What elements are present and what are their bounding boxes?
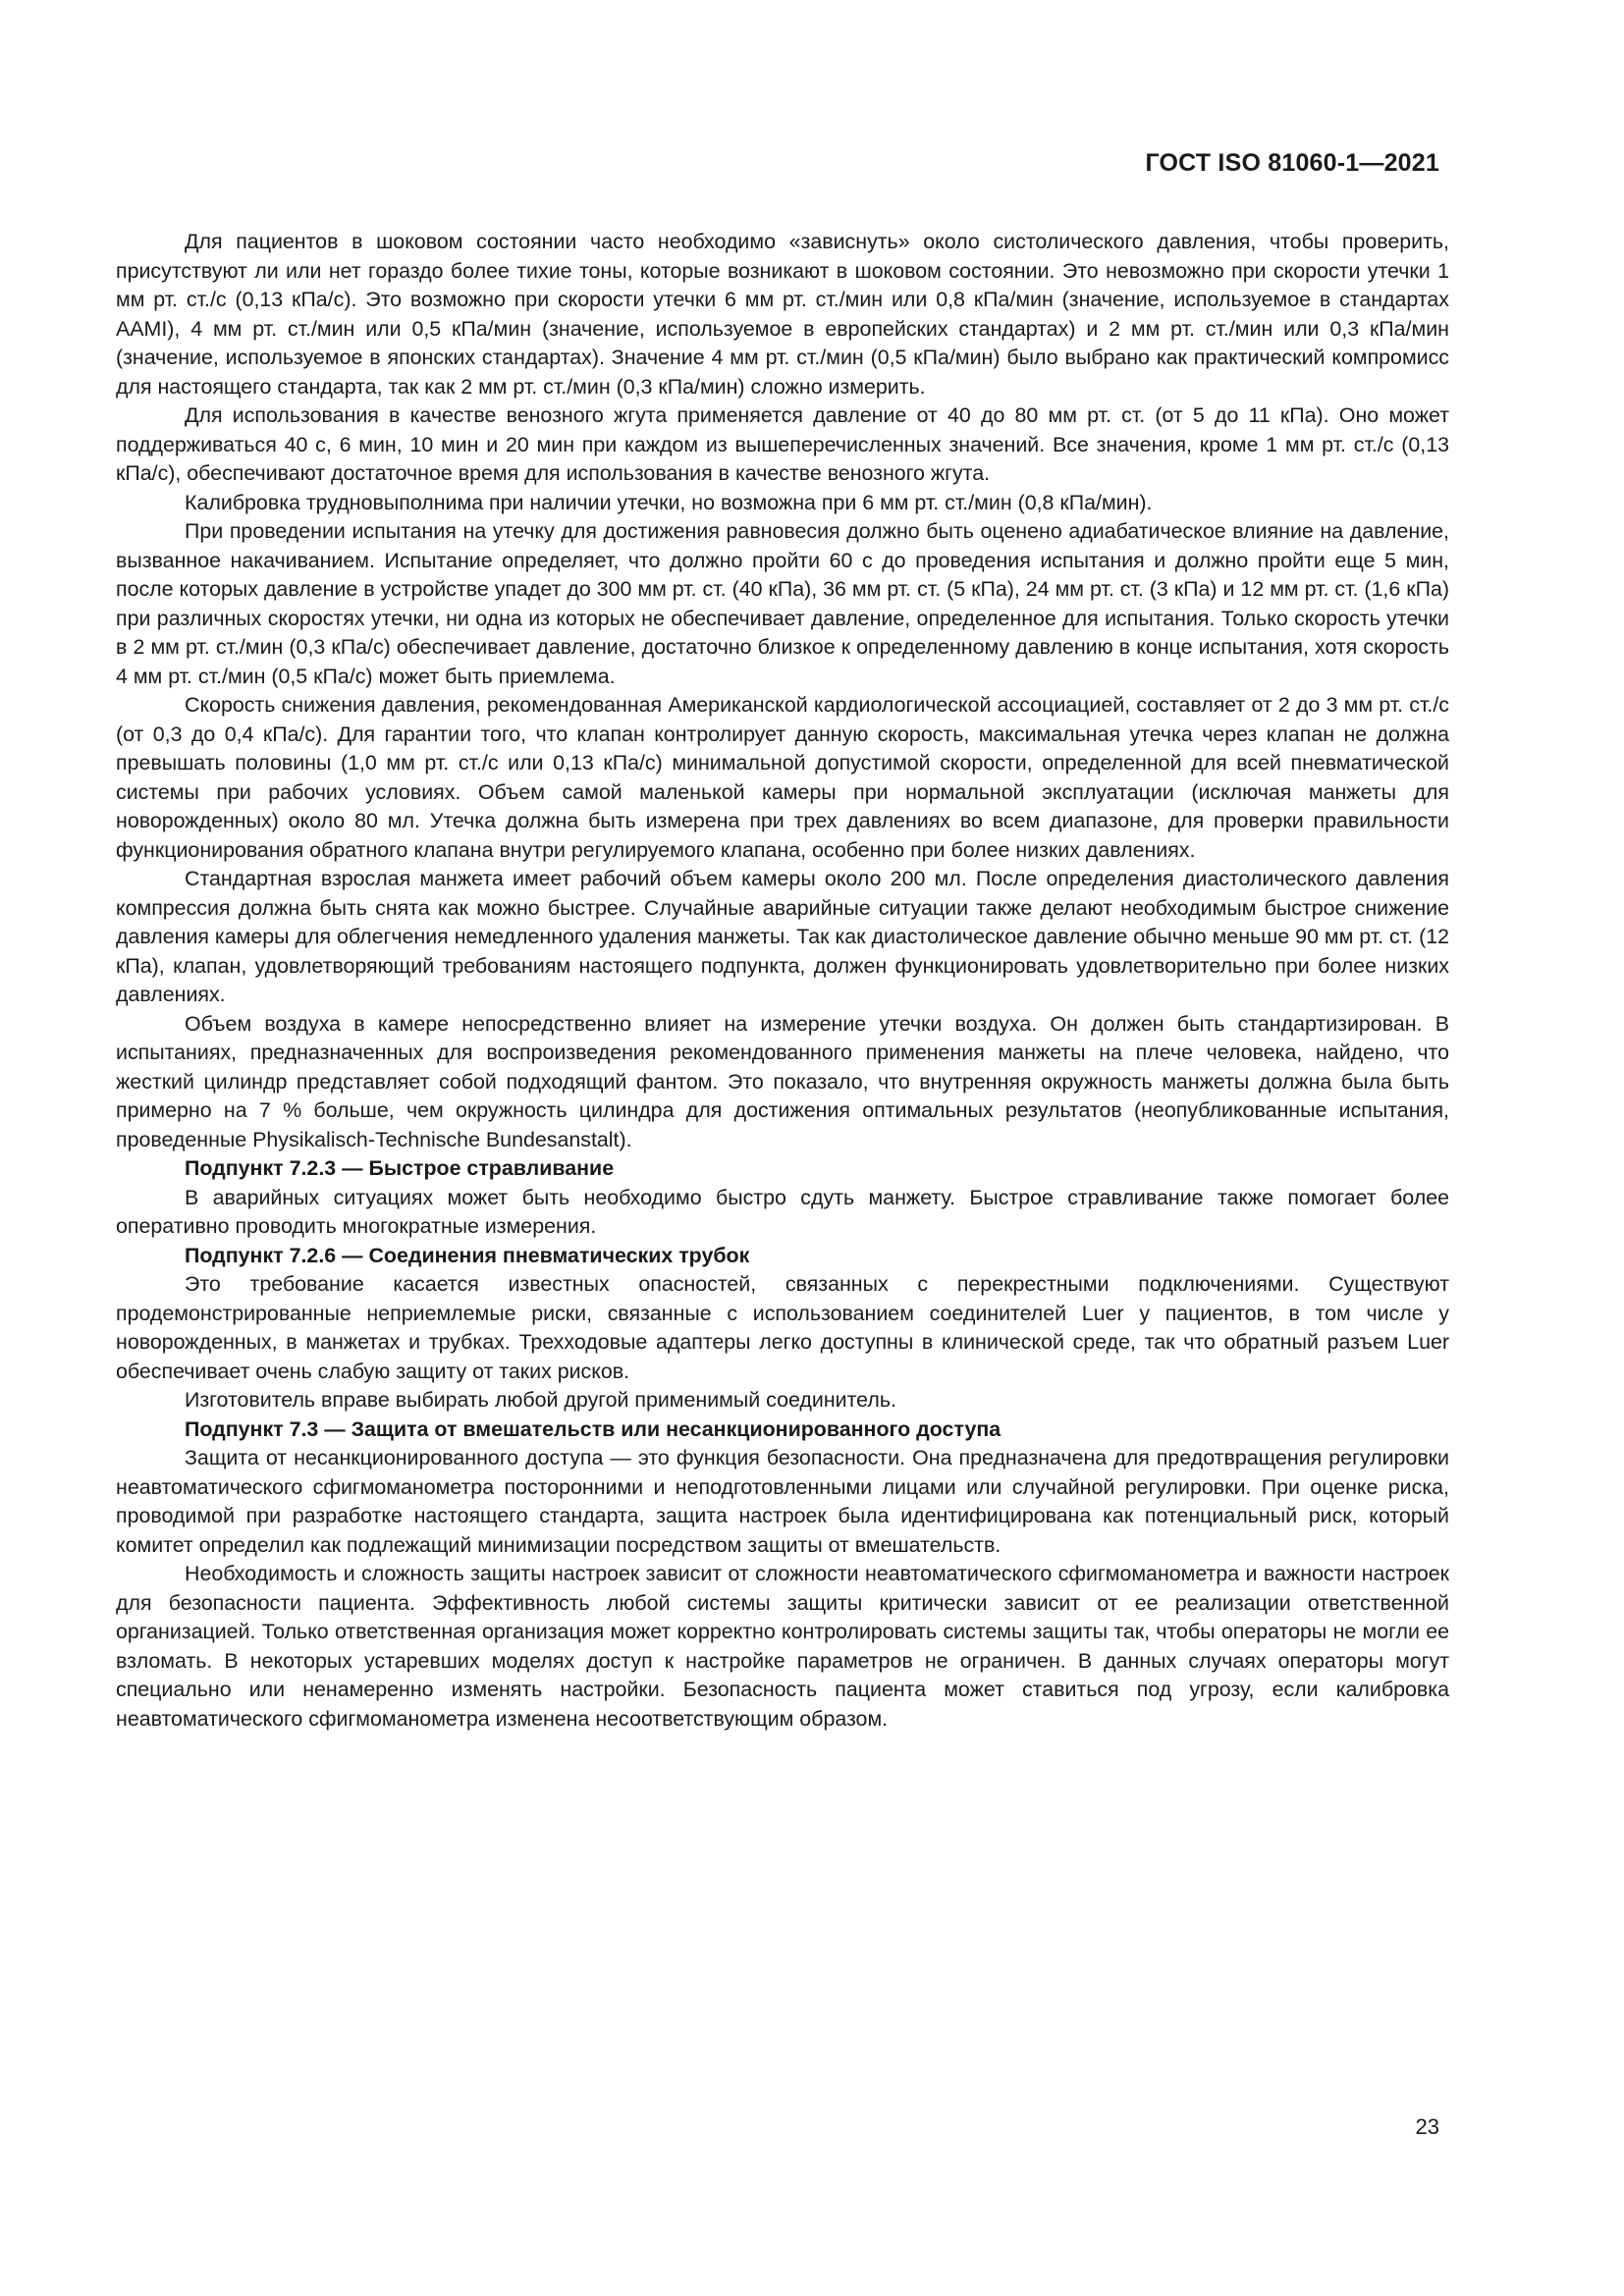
heading-7-2-3: Подпункт 7.2.3 — Быстрое стравливание <box>185 1156 615 1180</box>
heading-7-2-6: Подпункт 7.2.6 — Соединения пневматических трубок <box>185 1243 750 1267</box>
standard-code-header: ГОСТ ISO 81060-1—2021 <box>1145 149 1439 177</box>
paragraph-rapid-deflation: В аварийных ситуациях может быть необходимо быстро сдуть манжету. Быстрое стравливание также помогает более оперативно проводить многократные измерения. <box>116 1185 1449 1238</box>
page-number: 23 <box>1415 2114 1439 2139</box>
document-body <box>116 228 1449 1734</box>
paragraph-shock-state: Для пациентов в шоковом состоянии часто необходимо «зависнуть» около систолического давления, чтобы проверить, присутствуют ли или нет гораздо более тихие тоны, которые возникают в шоковом состоянии. Это невозможно при скорости утечки 1 мм рт. ст./с (0,13 кПа/с). Это возможно при скорости утечки 6 мм рт. ст./мин или 0,8 кПа/мин (значение, используемое в стандартах AAMI), 4 мм рт. ст./мин или 0,5 кПа/мин (значение, используемое в европейских стандартах) и 2 мм рт. ст./мин или 0,3 кПа/мин (значение, используемое в японских стандартах). Значение 4 мм рт. ст./мин (0,5 кПа/мин) было выбрано как практический компромисс для настоящего стандарта, так как 2 мм рт. ст./мин (0,3 кПа/мин) сложно измерить. <box>116 230 1449 399</box>
paragraph-deflation-rate: Скорость снижения давления, рекомендованная Американской кардиологической ассоциацией, составляет от 2 до 3 мм рт. ст./с (от 0,3 до 0,4 кПа/с). Для гарантии того, что клапан контролирует данную скорость, максимальная утечка через клапан не должна превышать половины (1,0 мм рт. ст./с или 0,13 кПа/с) минимальной допустимой скорости, определенной для всей пневматической системы при рабочих условиях. Объем самой маленькой камеры при нормальной эксплуатации (исключая манжеты для новорожденных) около 80 мл. Утечка должна быть измерена при трех давлениях во всем диапазоне, для проверки правильности функционирования обратного клапана внутри регулируемого клапана, особенно при более низких давлениях. <box>116 693 1449 862</box>
paragraph-venous-tourniquet: Для использования в качестве венозного жгута применяется давление от 40 до 80 мм рт. ст. (от 5 до 11 кПа). Оно может поддерживаться 40 с, 6 мин, 10 мин и 20 мин при каждом из вышеперечисленных значений. Все значения, кроме 1 мм рт. ст./с (0,13 кПа/с), обеспечивают достаточное время для использования в качестве венозного жгута. <box>116 403 1449 485</box>
paragraph-air-volume: Объем воздуха в камере непосредственно влияет на измерение утечки воздуха. Он должен быть стандартизирован. В испытаниях, предназначенных для воспроизведения рекомендованного применения манжеты на плече человека, найдено, что жесткий цилиндр представляет собой подходящий фантом. Это показало, что внутренняя окружность манжеты должна была быть примерно на 7 % больше, чем окружность цилиндра для достижения оптимальных результатов (неопубликованные испытания, проведенные Physikalisch-Technische Bundesanstalt). <box>116 1011 1449 1151</box>
paragraph-manufacturer-connector: Изготовитель вправе выбирать любой другой применимый соединитель. <box>185 1388 896 1412</box>
heading-7-3: Подпункт 7.3 — Защита от вмешательств или несанкционированного доступа <box>185 1416 1001 1441</box>
paragraph-calibration: Калибровка трудновыполнима при наличии утечки, но возможна при 6 мм рт. ст./мин (0,8 кПа/мин). <box>185 490 1153 514</box>
paragraph-settings-protection: Необходимость и сложность защиты настроек зависит от сложности неавтоматического сфигмоманометра и важности настроек для безопасности пациента. Эффективность любой системы защиты критически зависит от ее реализации ответственной организацией. Только ответственная организация может корректно контролировать системы защиты так, чтобы операторы не могли ее взломать. В некоторых устаревших моделях доступ к настройке параметров не ограничен. В данных случаях операторы могут специально или ненамеренно изменять настройки. Безопасность пациента может ставиться под угрозу, если калибровка неавтоматического сфигмоманометра изменена несоответствующим образом. <box>116 1562 1449 1731</box>
paragraph-adult-cuff: Стандартная взрослая манжета имеет рабочий объем камеры около 200 мл. После определения диастолического давления компрессия должна быть снята как можно быстрее. Случайные аварийные ситуации также делают необходимым быстрое снижение давления камеры для облегчения немедленного удаления манжеты. Так как диастолическое давление обычно меньше 90 мм рт. ст. (12 кПа), клапан, удовлетворяющий требованиям настоящего подпункта, должен функционировать удовлетворительно при более низких давлениях. <box>116 867 1449 1006</box>
paragraph-leak-test: При проведении испытания на утечку для достижения равновесия должно быть оценено адиабатическое влияние на давление, вызванное накачиванием. Испытание определяет, что должно пройти 60 с до проведения испытания и должно пройти еще 5 мин, после которых давление в устройстве упадет до 300 мм рт. ст. (40 кПа), 36 мм рт. ст. (5 кПа), 24 мм рт. ст. (3 кПа) и 12 мм рт. ст. (1,6 кПа) при различных скоростях утечки, ни одна из которых не обеспечивает давление, определенное для испытания. Только скорость утечки в 2 мм рт. ст./мин (0,3 кПа/с) обеспечивает давление, достаточно близкое к определенному давлению в конце испытания, хотя скорость 4 мм рт. ст./мин (0,5 кПа/с) может быть приемлема. <box>116 519 1449 688</box>
paragraph-tamper-protection: Защита от несанкционированного доступа — это функция безопасности. Она предназначена для предотвращения регулировки неавтоматического сфигмоманометра посторонними и неподготовленными лицами или случайной регулировки. При оценке риска, проводимой при разработке настоящего стандарта, защита настроек была идентифицирована как потенциальный риск, который комитет определил как подлежащий минимизации посредством защиты от вмешательств. <box>116 1446 1449 1557</box>
paragraph-luer-connectors: Это требование касается известных опасностей, связанных с перекрестными подключениями. Существуют продемонстрированные неприемлемые риски, связанные с использованием соединителей Luer у пациентов, в том числе у новорожденных, в манжетах и трубках. Трехходовые адаптеры легко доступны в клинической среде, так что обратный разъем Luer обеспечивает очень слабую защиту от таких рисков. <box>116 1272 1449 1383</box>
